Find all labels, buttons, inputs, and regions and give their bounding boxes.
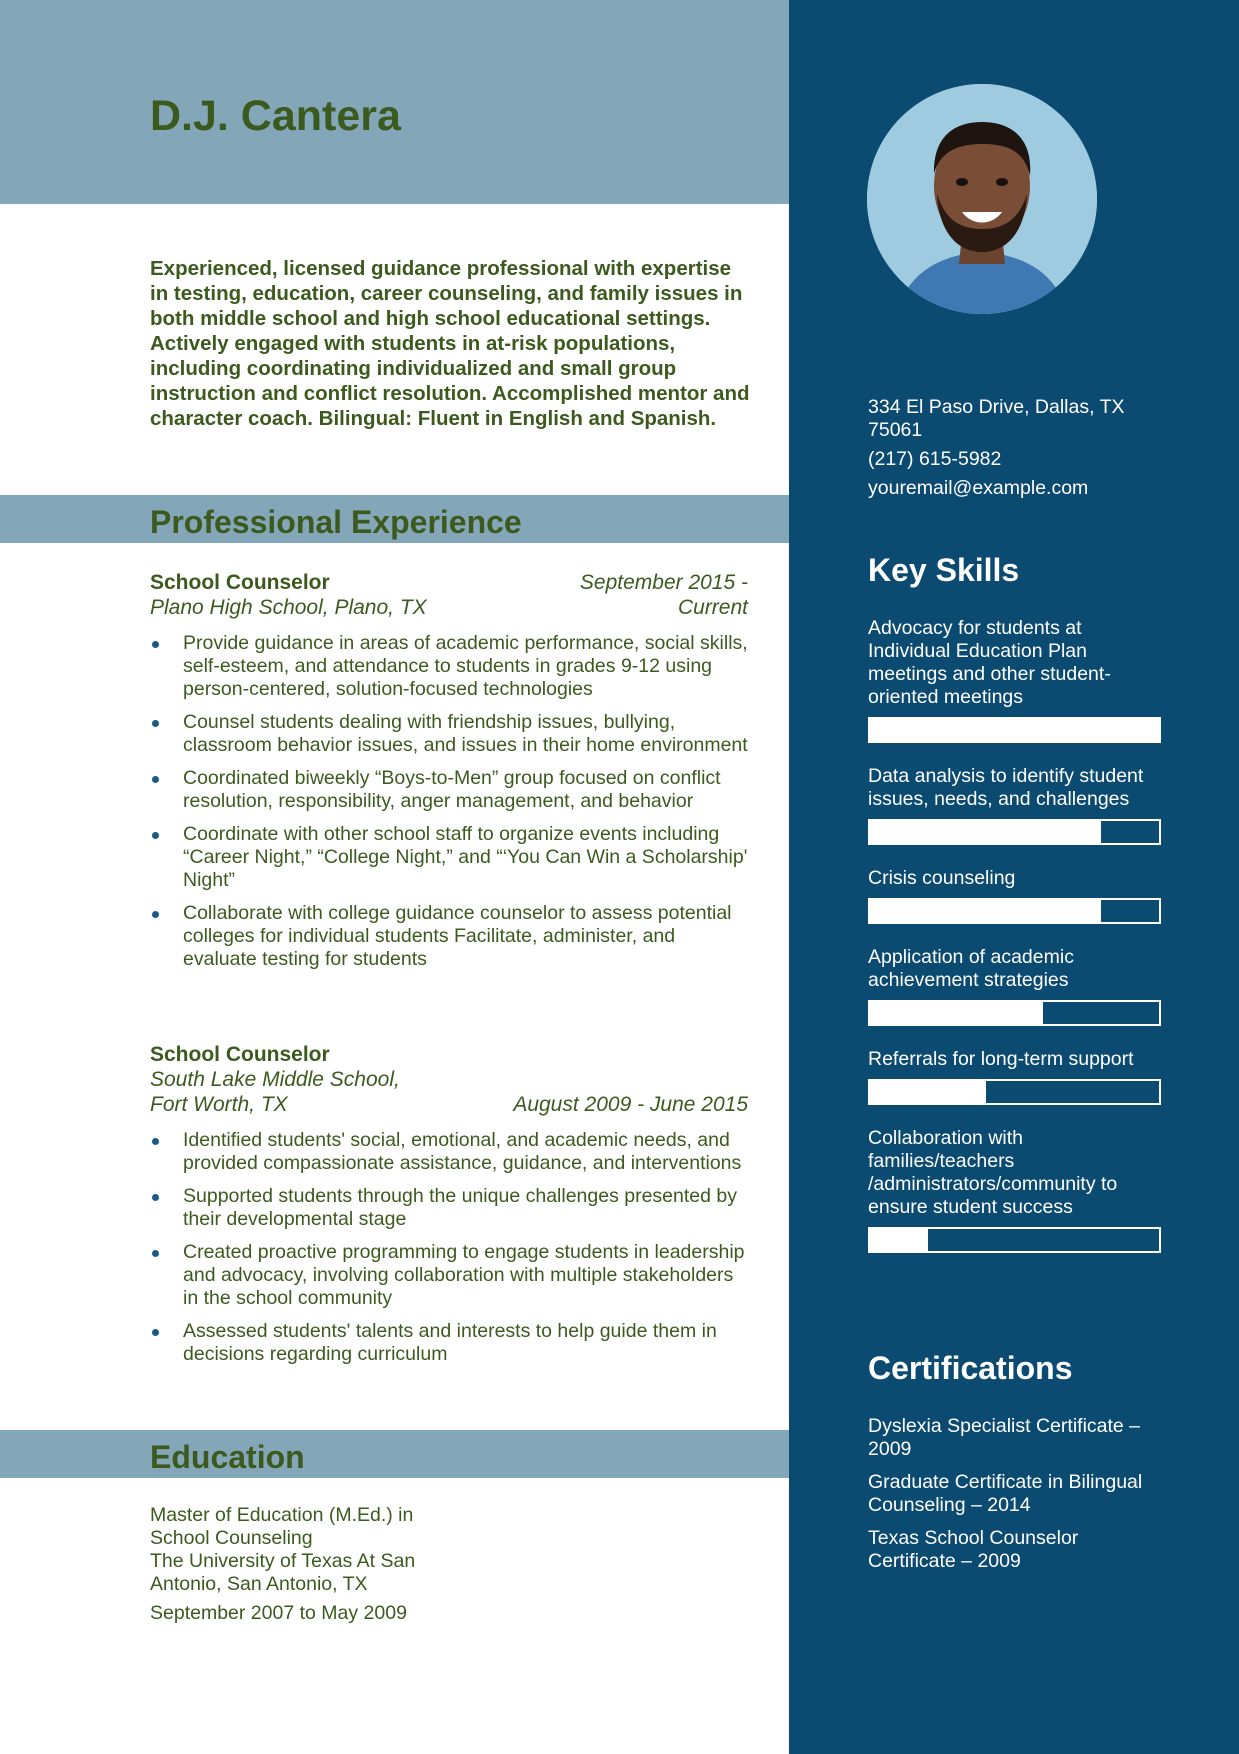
bullet-icon — [152, 1194, 159, 1201]
education-degree: Master of Education (M.Ed.) in School Counseling — [150, 1504, 414, 1549]
job-2-title: School Counselor — [150, 1043, 330, 1066]
list-item: Coordinated biweekly “Boys-to-Men” group focused on conflict resolution, responsibility, anger management, and behavior — [150, 767, 748, 813]
skill-label: Crisis counseling — [868, 867, 1016, 889]
certifications-list — [868, 1415, 1168, 1583]
job-2-date: August 2009 - June 2015 — [513, 1093, 748, 1116]
bullet-icon — [152, 832, 159, 839]
skill-item — [868, 617, 1168, 743]
list-item: Created proactive programming to engage students in leadership and advocacy, involving collaboration with multiple stakeholders in the school community — [150, 1241, 748, 1310]
contact-email: youremail@example.com — [868, 477, 1089, 499]
skill-level-fill — [870, 1081, 986, 1103]
summary-text: Experienced, licensed guidance professional with expertise in testing, education, career counseling, and family issues in both middle school and high school educational settings. Actively engaged with students in at-risk populations, including coordinating individualized and small group instruction and conflict resolution. Accomplished mentor and character coach. Bilingual: Fluent in English and Spanish. — [150, 257, 750, 430]
education-heading: Education — [150, 1439, 305, 1475]
list-item: Collaborate with college guidance counselor to assess potential colleges for individual students Facilitate, administer, and evaluate testing for students — [150, 902, 748, 971]
skill-item — [868, 867, 1168, 924]
bullet-icon — [152, 776, 159, 783]
skill-level-bar — [868, 819, 1161, 845]
skill-item — [868, 1127, 1168, 1253]
experience-heading: Professional Experience — [150, 504, 522, 540]
list-item: Provide guidance in areas of academic performance, social skills, self-esteem, and attendance to students in grades 9-12 using person-centered, solution-focused technologies — [150, 632, 748, 701]
job-1-title: School Counselor — [150, 571, 330, 594]
skill-label: Data analysis to identify student issues, needs, and challenges — [868, 765, 1144, 810]
skill-level-bar — [868, 1000, 1161, 1026]
skill-level-fill — [870, 900, 1101, 922]
list-item: Assessed students' talents and interests to help guide them in decisions regarding curriculum — [150, 1320, 748, 1366]
education-entry — [150, 1504, 470, 1625]
skill-level-bar — [868, 1227, 1161, 1253]
job-2-place-line2: Fort Worth, TX — [150, 1093, 288, 1116]
bullet-icon — [152, 720, 159, 727]
education-band — [0, 1430, 789, 1478]
skills-list — [868, 617, 1168, 1275]
skill-item — [868, 946, 1168, 1026]
education-school: The University of Texas At San Antonio, San Antonio, TX — [150, 1550, 416, 1595]
bullet-icon — [152, 911, 159, 918]
skill-level-fill — [870, 821, 1101, 843]
certification-item: Dyslexia Specialist Certificate – 2009 — [868, 1415, 1141, 1460]
job-1-date-line2: Current — [677, 596, 748, 619]
skill-level-bar — [868, 898, 1161, 924]
skills-heading: Key Skills — [868, 552, 1020, 588]
bullet-icon — [152, 641, 159, 648]
skill-item — [868, 765, 1168, 845]
education-dates: September 2007 to May 2009 — [150, 1602, 407, 1624]
job-1-place: Plano High School, Plano, TX — [150, 596, 427, 619]
candidate-name: D.J. Cantera — [150, 92, 401, 140]
contact-address: 334 El Paso Drive, Dallas, TX 75061 — [868, 396, 1125, 441]
list-item: Supported students through the unique challenges presented by their developmental stage — [150, 1185, 748, 1231]
job-1-bullets — [150, 632, 748, 971]
bullet-icon — [152, 1329, 159, 1336]
certification-item: Texas School Counselor Certificate – 2009 — [868, 1527, 1079, 1572]
skill-item — [868, 1048, 1168, 1105]
skill-level-bar — [868, 1079, 1161, 1105]
list-item: Identified students' social, emotional, and academic needs, and provided compassionate assistance, guidance, and interventions — [150, 1129, 748, 1175]
job-entry-1 — [150, 570, 748, 981]
certification-item: Graduate Certificate in Bilingual Counseling – 2014 — [868, 1471, 1143, 1516]
job-entry-2 — [150, 1042, 748, 1376]
list-item: Counsel students dealing with friendship issues, bullying, classroom behavior issues, and issues in their home environment — [150, 711, 748, 757]
job-2-bullets — [150, 1129, 748, 1366]
person-photo-icon — [867, 84, 1097, 314]
skill-label: Collaboration with families/teachers /administrators/community to ensure student success — [868, 1127, 1118, 1218]
skill-label: Application of academic achievement strategies — [868, 946, 1074, 991]
skill-label: Referrals for long-term support — [868, 1048, 1134, 1070]
sidebar — [789, 0, 1239, 1754]
list-item: Coordinate with other school staff to organize events including “Career Night,” “College Night,” and “‘You Can Win a Scholarship' Night” — [150, 823, 748, 892]
skill-level-fill — [870, 719, 1159, 741]
certifications-heading: Certifications — [868, 1350, 1073, 1386]
skill-level-fill — [870, 1002, 1043, 1024]
skill-label: Advocacy for students at Individual Education Plan meetings and other student-oriented meetings — [868, 617, 1111, 708]
bullet-icon — [152, 1250, 159, 1257]
skill-level-fill — [870, 1229, 928, 1251]
skill-level-bar — [868, 717, 1161, 743]
contact-info — [868, 396, 1168, 506]
job-2-place-line1: South Lake Middle School, — [150, 1068, 400, 1091]
profile-photo — [867, 84, 1097, 314]
job-1-date-line1: September 2015 - — [579, 571, 748, 594]
contact-phone: (217) 615-5982 — [868, 448, 1002, 470]
bullet-icon — [152, 1138, 159, 1145]
